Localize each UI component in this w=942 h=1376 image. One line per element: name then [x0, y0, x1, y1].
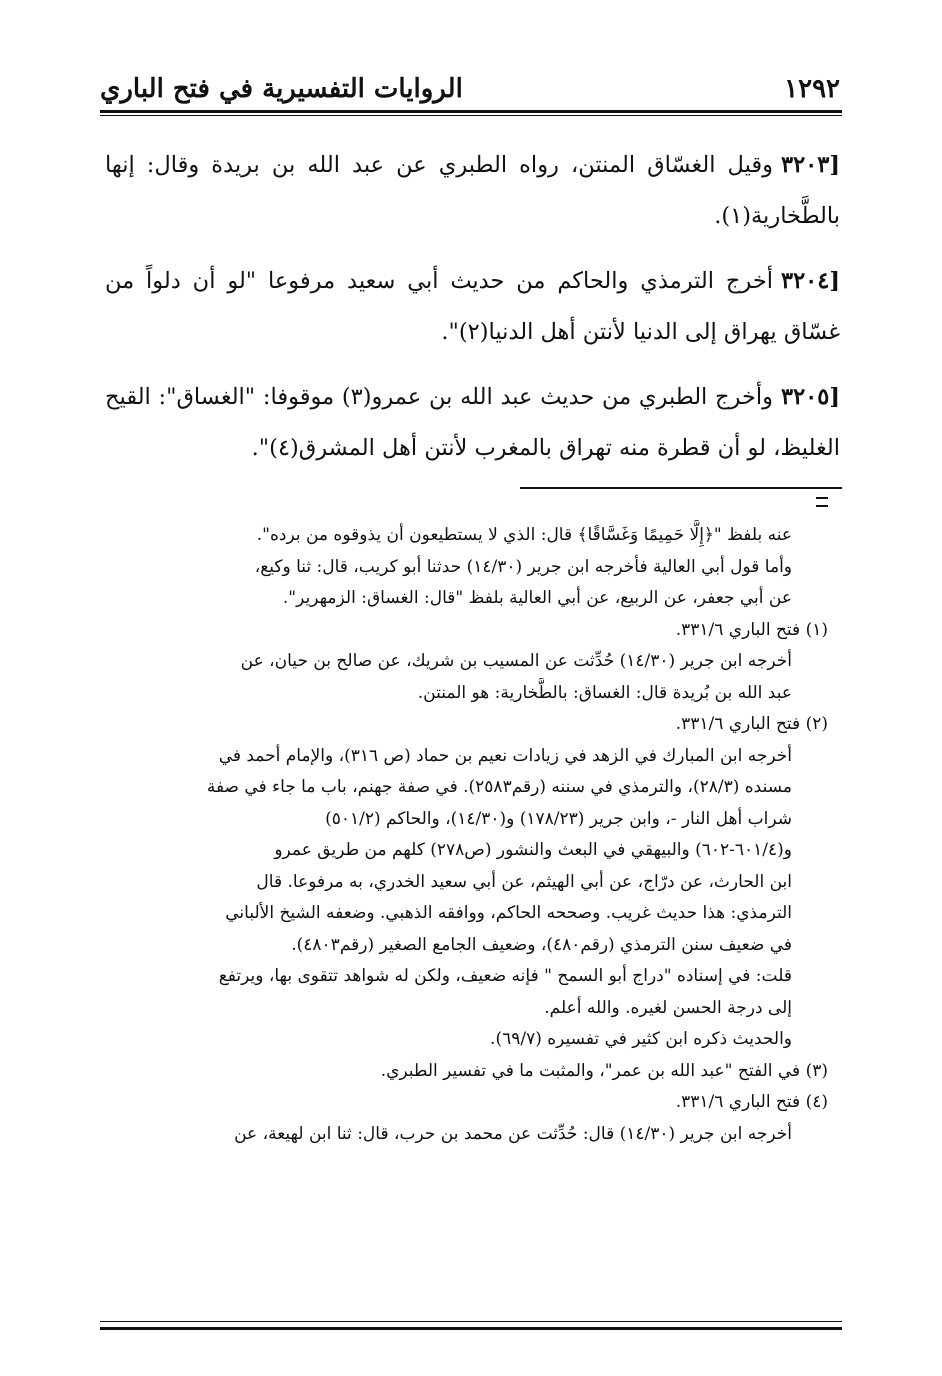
footnote-line: شراب أهل النار -، وابن جرير (١٧٨/٢٣) و(١٤/٣٠)، والحاكم (٥٠١/٢)	[325, 808, 792, 829]
footnote-line: عبد الله بن بُريدة قال: الغساق: بالطَّخارية: هو المنتن.	[417, 682, 792, 703]
footnote-2: (٢) فتح الباري ٣٣١/٦.	[675, 714, 828, 734]
continuation-mark	[816, 497, 828, 507]
footnote-4: (٤) فتح الباري ٣٣١/٦.	[675, 1092, 828, 1112]
entry-3203	[105, 140, 840, 242]
entry-3205	[105, 372, 840, 474]
footer-rule	[100, 1327, 842, 1330]
header-rule	[100, 110, 842, 113]
footnote-line: و(٦٠١/٤-٦٠٢) والبيهقي في البعث والنشور (ص٢٧٨) كلهم من طريق عمرو	[274, 840, 792, 860]
footnote-line: في ضعيف سنن الترمذي (رقم٤٨٠)، وضعيف الجامع الصغير (رقم٤٨٠٣).	[291, 934, 792, 955]
entry-text: وأخرج الطبري من حديث عبد الله بن عمرو(٣) موقوفا: "الغساق": القيح الغليظ، لو أن قطرة منه تهراق بالمغرب لأنتن أهل المشرق(٤)".	[105, 384, 840, 461]
entry-number: [٣٢٠٣	[781, 152, 840, 178]
footnote-1: (١) فتح الباري ٣٣١/٦.	[675, 619, 828, 640]
page-header	[100, 66, 840, 104]
footnote-line: أخرجه ابن المبارك في الزهد في زيادات نعيم بن حماد (ص ٣١٦)، والإمام أحمد في	[218, 745, 792, 766]
footnote-line: والحديث ذكره ابن كثير في تفسيره (٦٩/٧).	[490, 1029, 792, 1049]
footnote-separator	[100, 487, 842, 517]
running-title: الروايات التفسيرية في فتح الباري	[100, 74, 463, 104]
footnote-line: الترمذي: هذا حديث غريب. وصححه الحاكم، ووافقه الذهبي. وضعفه الشيخ الألباني	[225, 903, 792, 923]
entry-3204	[105, 256, 840, 358]
header-rule-thin	[100, 115, 842, 116]
footnotes	[100, 520, 842, 1150]
footer-rule-thin	[100, 1321, 842, 1322]
footnote-line: وأما قول أبي العالية فأخرجه ابن جرير (١٤/٣٠) حدثنا أبو كريب، قال: ثنا وكيع،	[254, 556, 792, 577]
footnote-line: ابن الحارث، عن درّاج، عن أبي الهيثم، عن أبي سعيد الخدري، به مرفوعا. قال	[256, 871, 792, 892]
footnote-line: قلت: في إسناده "دراج أبو السمح " فإنه ضعيف، ولكن له شواهد تتقوى بها، ويرتفع	[218, 966, 792, 986]
main-text	[105, 140, 840, 488]
footnote-line: مسنده (٢٨/٣)، والترمذي في سننه (رقم٢٥٨٣). في صفة جهنم، باب ما جاء في صفة	[206, 777, 792, 797]
footnote-line: أخرجه ابن جرير (١٤/٣٠) قال: حُدِّثت عن محمد بن حرب، قال: ثنا ابن لهيعة، عن	[234, 1123, 792, 1144]
footnote-line: أخرجه ابن جرير (١٤/٣٠) حُدِّثت عن المسيب بن شريك، عن صالح بن حيان، عن	[240, 651, 792, 671]
entry-number: [٣٢٠٥	[781, 384, 840, 410]
entry-text: وقيل الغسّاق المنتن، رواه الطبري عن عبد الله بن بريدة وقال: إنها بالطَّخارية(١).	[105, 152, 840, 229]
footnote-3: (٣) في الفتح "عبد الله بن عمر"، والمثبت ما في تفسير الطبري.	[380, 1060, 828, 1081]
footnote-line: إلى درجة الحسن لغيره. والله أعلم.	[544, 997, 792, 1018]
footnote-line: عن أبي جعفر، عن الربيع، عن أبي العالية بلفظ "قال: الغساق: الزمهرير".	[282, 588, 792, 608]
entry-text: أخرج الترمذي والحاكم من حديث أبي سعيد مرفوعا "لو أن دلواً من غسّاق يهراق إلى الدنيا لأنتن أهل الدنيا(٢)".	[105, 268, 840, 345]
footnote-line: عنه بلفظ "﴿إِلَّا حَمِيمًا وَغَسَّاقًا﴾ قال: الذي لا يستطيعون أن يذوقوه من برده".	[256, 525, 792, 545]
page-number: ١٢٩٢	[784, 74, 840, 104]
entry-number: [٣٢٠٤	[781, 268, 840, 294]
